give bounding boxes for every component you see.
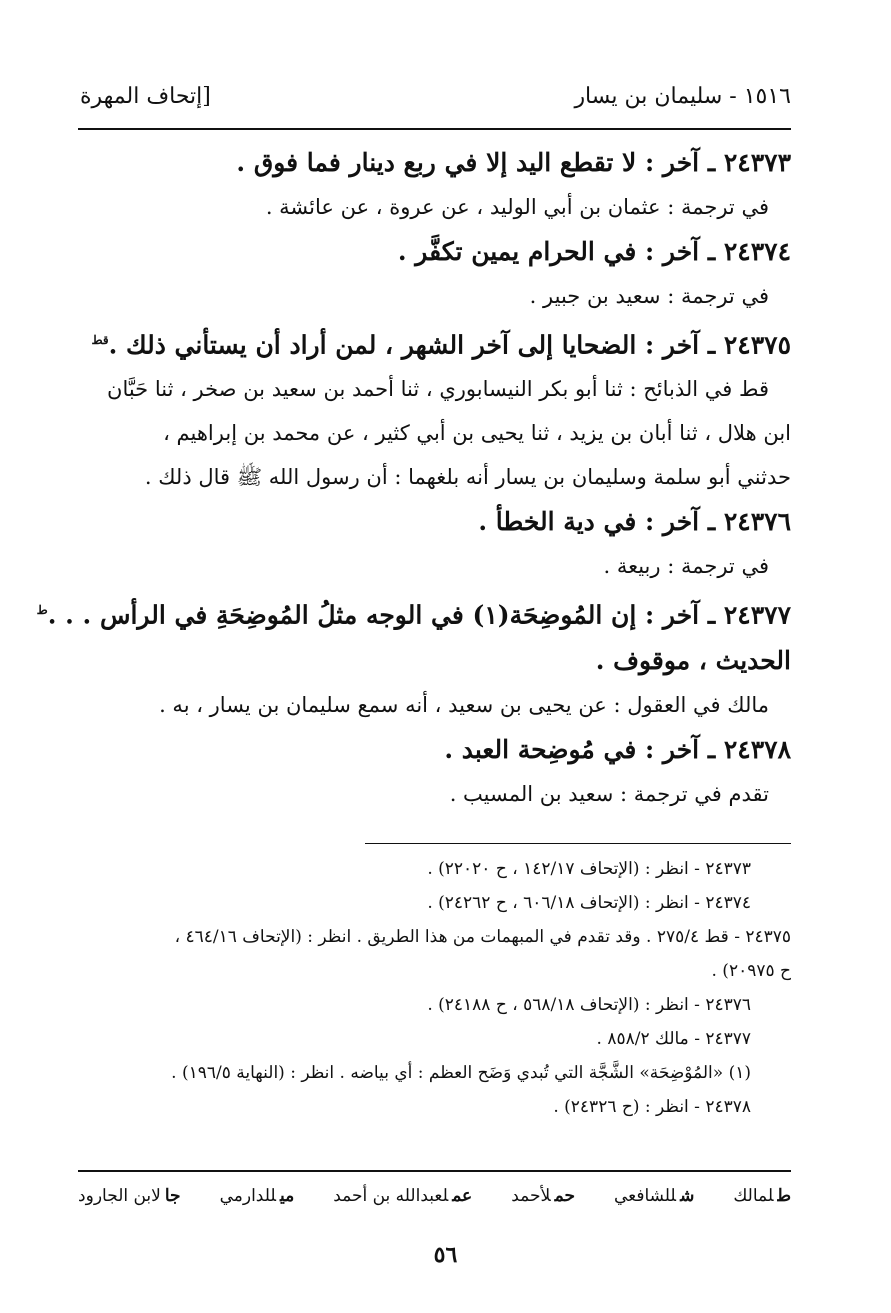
legend-code: ط (777, 1186, 791, 1206)
line-text: قط في الذبائح : ثنا أبو بكر النيسابوري ، ثنا أحمد بن سعيد بن صخر ، ثنا حَبَّان (107, 377, 769, 402)
line-text: ٢٤٣٧٥ ـ آخر : الضحايا إلى آخر الشهر ، لمن أراد أن يستأني ذلك . (108, 330, 791, 360)
hadith-entry (70, 140, 791, 229)
legend-item (333, 1186, 472, 1206)
legend-code: مي (279, 1186, 295, 1206)
line-text: في ترجمة : ربيعة . (603, 554, 769, 579)
source-tag: قط (91, 333, 109, 347)
line-text: في ترجمة : عثمان بن أبي الوليد ، عن عروة ، عن عائشة . (265, 195, 769, 219)
legend-item (78, 1186, 181, 1206)
line-text: حدثني أبو سلمة وسليمان بن يسار أنه بلغهما : أن رسول الله ﷺ قال ذلك . (144, 465, 791, 490)
entry-heading (70, 727, 791, 772)
hadith-entry (70, 318, 791, 499)
legend-label: للدارمي (219, 1186, 276, 1206)
footnote-rule (365, 843, 791, 844)
legend-item (511, 1186, 575, 1206)
entry-text (70, 772, 791, 816)
legend-label: لمالك (733, 1186, 774, 1206)
entry-text (70, 185, 791, 229)
line-text: ٢٤٣٧٤ ـ آخر : في الحرام يمين تكفَّر . (397, 237, 791, 266)
entry-text (70, 455, 791, 499)
line-text: الحديث ، موقوف . (595, 645, 791, 675)
line-text: ابن هلال ، ثنا أبان بن يزيد ، ثنا يحيى بن أبي كثير ، عن محمد بن إبراهيم ، (163, 421, 791, 446)
legend-label: للشافعي (613, 1186, 677, 1206)
hadith-entry (70, 727, 791, 816)
abbreviation-legend (78, 1186, 791, 1206)
legend-item (220, 1186, 295, 1206)
entry-text (70, 367, 791, 411)
entry-heading (70, 140, 791, 185)
entry-text (70, 411, 791, 455)
header-rule (78, 128, 791, 130)
hadith-entry (36, 588, 791, 726)
legend-rule (78, 1170, 791, 1172)
footnote-line: ٢٤٣٧٧ - مالك ٨٥٨/٢ . (596, 1029, 751, 1049)
footnote-line: ٢٤٣٧٨ - انظر : (ح ٢٤٣٢٦) . (553, 1097, 751, 1117)
footnotes (70, 852, 791, 1124)
line-text: ٢٤٣٧٧ ـ آخر : إن المُوضِحَة(١) في الوجه مثلُ المُوضِحَةِ في الرأس . . . (47, 600, 791, 630)
legend-code: ش (680, 1186, 695, 1206)
line-text: مالك في العقول : عن يحيى بن سعيد ، أنه سمع سليمان بن يسار ، به . (159, 692, 769, 717)
entry-heading (36, 588, 791, 637)
footnote-line: ٢٤٣٧٦ - انظر : (الإتحاف ٥٦٨/١٨ ، ح ٢٤١٨٨) . (427, 995, 751, 1015)
hadith-entry (70, 499, 791, 588)
legend-label: لعبدالله بن أحمد (333, 1186, 449, 1206)
legend-code: عم (452, 1186, 473, 1206)
entry-text (70, 274, 791, 318)
source-tag: ط (36, 603, 48, 618)
entry-text (70, 544, 791, 588)
line-text: في ترجمة : سعيد بن جبير . (529, 284, 769, 308)
footnote-line: ح ٢٠٩٧٥) . (711, 961, 791, 981)
entry-heading (70, 499, 791, 544)
line-text: تقدم في ترجمة : سعيد بن المسيب . (449, 781, 769, 806)
legend-label: لابن الجارود (78, 1186, 161, 1206)
entry-text (70, 683, 791, 727)
hadith-entry (70, 229, 791, 318)
legend-item (733, 1186, 791, 1206)
footnote-line: ٢٤٣٧٤ - انظر : (الإتحاف ٦٠٦/١٨ ، ح ٢٤٢٦٢) . (427, 893, 751, 913)
line-text: ٢٤٣٧٣ ـ آخر : لا تقطع اليد إلا في ربع دينار فما فوق . (236, 148, 791, 177)
footnote-line: (١) «المُوْضِحَة» الشَّجَّة التي تُبدي وَضَح العظم : أي بياضه . انظر : (النهاية ١٩٦/٥) . (171, 1063, 751, 1083)
main-text (36, 140, 791, 816)
running-title: ١٥١٦ - سليمان بن يسار (574, 84, 791, 109)
footnote-line: ٢٤٣٧٣ - انظر : (الإتحاف ١٤٢/١٧ ، ح ٢٢٠٢٠) . (427, 859, 751, 879)
legend-label: لأحمد (511, 1186, 551, 1206)
legend-code: جا (164, 1186, 181, 1206)
page-header (80, 80, 791, 120)
line-text: ٢٤٣٧٦ ـ آخر : في دية الخطأ . (478, 507, 791, 537)
legend-item (614, 1186, 694, 1206)
entry-heading (70, 229, 791, 274)
entry-heading (70, 318, 791, 367)
line-text: ٢٤٣٧٨ ـ آخر : في مُوضِحة العبد . (444, 734, 791, 764)
page-number: ٥٦ (433, 1242, 458, 1268)
legend-code: حم (554, 1186, 575, 1206)
entry-heading (70, 638, 791, 683)
book-title: [إتحاف المهرة (80, 84, 211, 109)
footnote-line: ٢٤٣٧٥ - قط ٢٧٥/٤ . وقد تقدم في المبهمات من هذا الطريق . انظر : (الإتحاف ٤٦٤/١٦ ، (174, 927, 791, 947)
